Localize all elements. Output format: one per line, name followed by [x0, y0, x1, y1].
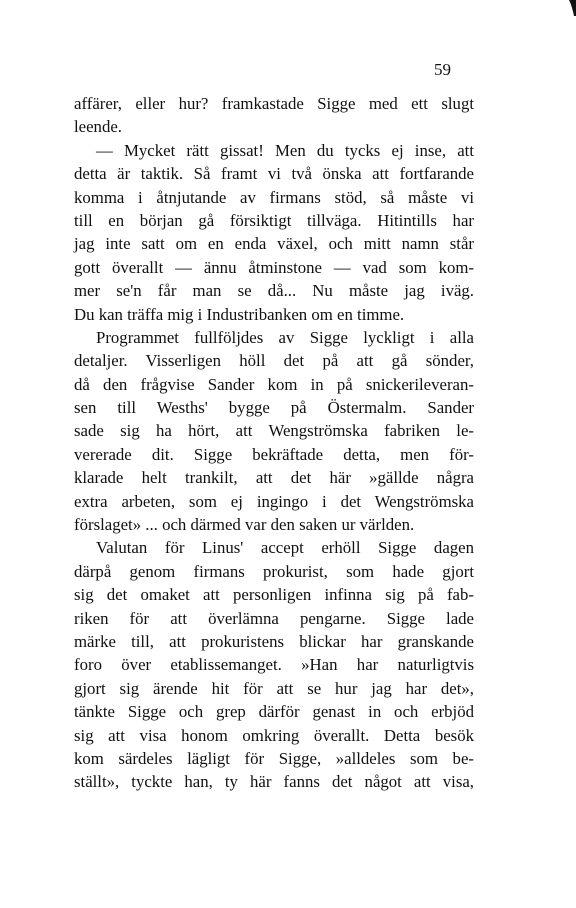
text-line: tänkte Sigge och grep därför genast in och erbjöd [74, 702, 474, 722]
corner-mark [568, 0, 576, 16]
text-line: — Mycket rätt gissat! Men du tycks ej inse, att [96, 140, 474, 160]
page-number: 59 [434, 60, 451, 79]
text-line: riken för att överlämna pengarne. Sigge lade [74, 608, 474, 628]
text-line: kom särdeles lägligt för Sigge, »alldeles som be- [74, 748, 474, 768]
body-text [74, 92, 474, 794]
text-line: extra arbeten, som ej ingingo i det Wengströmska [74, 491, 474, 511]
text-line: sig att visa honom omkring överallt. Detta besök [74, 725, 474, 745]
text-line: affärer, eller hur? framkastade Sigge med ett slugt [74, 94, 474, 113]
text-line: sade sig ha hört, att Wengströmska fabriken le- [74, 421, 474, 441]
text-line: gjort sig ärende hit för att se hur jag har det», [74, 678, 474, 698]
text-line: märke till, att prokuristens blickar har granskande [74, 631, 474, 651]
text-line: ställt», tyckte han, ty här fanns det något att visa, [74, 772, 474, 792]
text-line: mer se'n får man se då... Nu måste jag iväg. [74, 281, 474, 301]
text-line: förslaget» ... och därmed var den saken ur världen. [74, 515, 415, 535]
text-line: till en början gå försiktigt tillväga. Hitintills har [74, 210, 474, 230]
text-line: gott överallt — ännu åtminstone — vad som kom- [74, 257, 474, 277]
text-line: detta är taktik. Så framt vi två önska att fortfarande [74, 164, 474, 184]
text-line: klarade helt trankilt, att det här »gällde några [74, 468, 474, 488]
text-line: Programmet fullföljdes av Sigge lyckligt i alla [96, 327, 474, 347]
text-line: Du kan träffa mig i Industribanken om en timme. [74, 304, 405, 324]
text-line: jag inte satt om en enda växel, och mitt namn står [74, 234, 474, 254]
text-line: Valutan för Linus' accept erhöll Sigge dagen [96, 538, 474, 558]
text-line: foro över etablissemanget. »Han har naturligtvis [74, 655, 474, 675]
text-line: leende. [74, 117, 122, 137]
text-line: komma i åtnjutande av firmans stöd, så måste vi [74, 187, 474, 207]
text-line: detaljer. Visserligen höll det på att gå sönder, [74, 351, 474, 371]
text-line: därpå genom firmans prokurist, som hade gjort [74, 561, 474, 581]
text-line: vererade dit. Sigge bekräftade detta, men för- [74, 444, 474, 464]
text-line: sig det omaket att personligen infinna sig på fab- [74, 585, 474, 605]
text-line: då den frågvise Sander kom in på snickerileveran- [74, 374, 474, 394]
text-line: sen till Wesths' bygge på Östermalm. Sander [74, 398, 474, 418]
